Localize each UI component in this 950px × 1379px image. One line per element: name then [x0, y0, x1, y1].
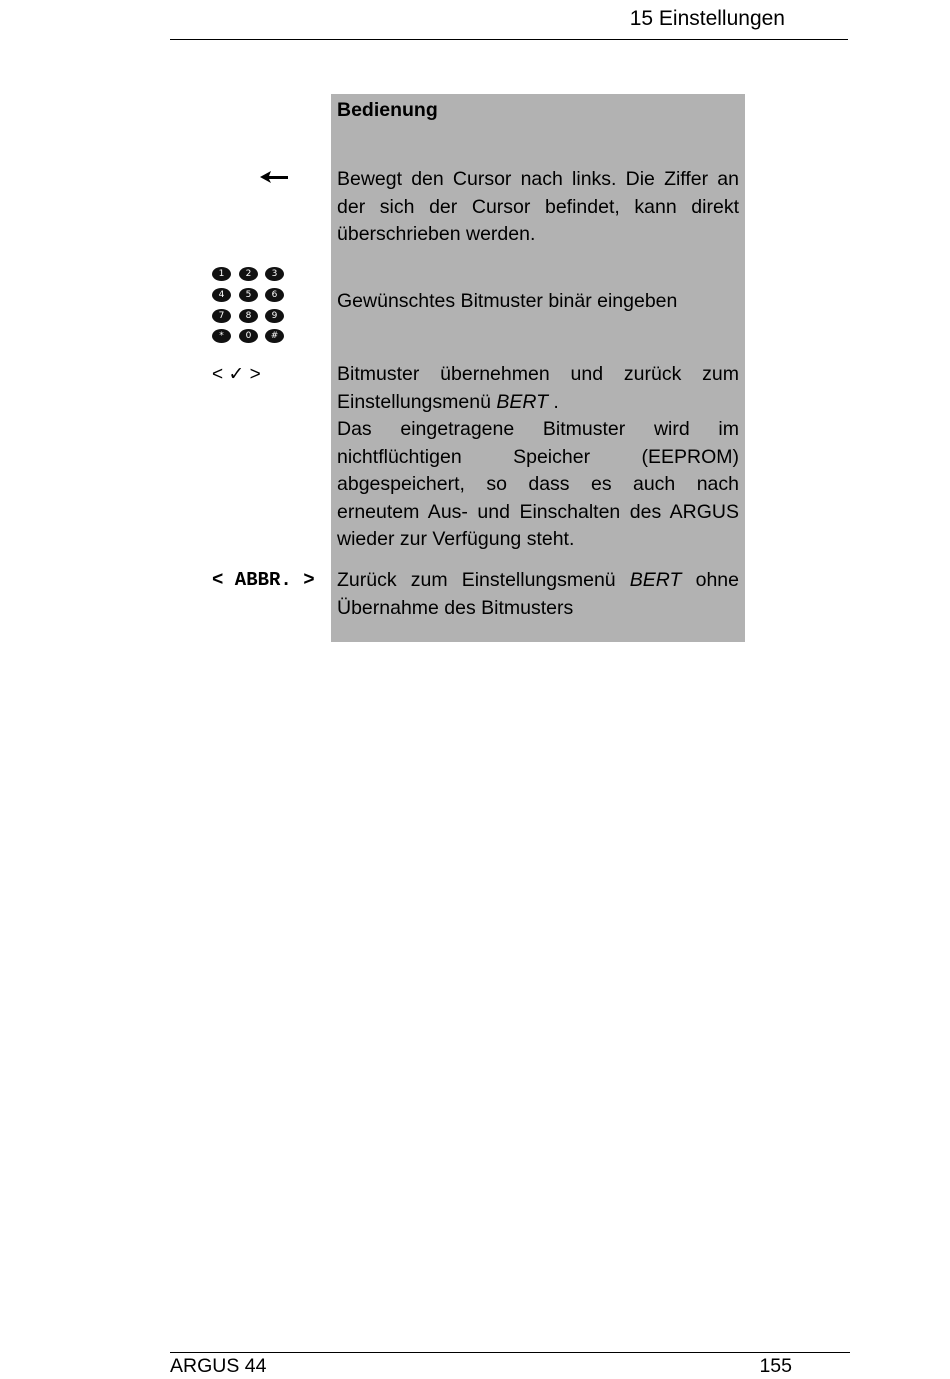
row-keypad-description: Gewünschtes Bitmuster binär eingeben: [337, 290, 678, 312]
row-cancel-description: [337, 567, 739, 622]
row-cancel-text-a: Zurück zum Einstellungsmenü: [337, 569, 630, 591]
keypad-key: 1: [212, 267, 231, 281]
confirm-key-label: < ✓ >: [212, 364, 261, 385]
keypad-key: *: [212, 329, 231, 343]
row-confirm-description: [337, 361, 739, 416]
keypad-key: 8: [239, 309, 258, 323]
footer-divider: [170, 1352, 850, 1353]
keypad-key: 6: [265, 288, 284, 302]
keypad-key: 9: [265, 309, 284, 323]
keypad-key: 4: [212, 288, 231, 302]
keypad-key: 5: [239, 288, 258, 302]
row-confirm-text-a: Bitmuster übernehmen und zurück zum Einstellungsmenü: [337, 363, 739, 413]
row-cancel-text-b: ohne Übernahme des Bitmusters: [337, 569, 739, 619]
row-confirm-text-b: .: [548, 390, 559, 413]
panel-heading: Bedienung: [337, 99, 438, 121]
keypad-icon: [212, 267, 286, 345]
bert-menu-name: BERT: [629, 569, 682, 591]
cancel-key-label: < ABBR. >: [212, 569, 315, 591]
row-confirm-note: Das eingetragene Bitmuster wird im nichtflüchtigen Speicher (EEPROM) abgespeichert, so dass es auch nach erneutem Aus- und Einschalten des ARGUS wieder zur Verfügung steht.: [337, 418, 739, 551]
header-divider: [170, 39, 848, 40]
footer-product-name: ARGUS 44: [170, 1355, 267, 1377]
keypad-key: #: [265, 329, 284, 343]
keypad-key: 3: [265, 267, 284, 281]
arrow-left-icon: [258, 168, 290, 186]
keypad-key: 2: [239, 267, 258, 281]
page-header-title: 15 Einstellungen: [629, 7, 785, 30]
keypad-key: 7: [212, 309, 231, 323]
keypad-key: 0: [239, 329, 258, 343]
row-cursor-left-description: Bewegt den Cursor nach links. Die Ziffer an der sich der Cursor befindet, kann direkt überschrieben werden.: [337, 168, 739, 246]
bert-menu-name: BERT: [496, 390, 548, 413]
page-number: 155: [759, 1355, 792, 1377]
